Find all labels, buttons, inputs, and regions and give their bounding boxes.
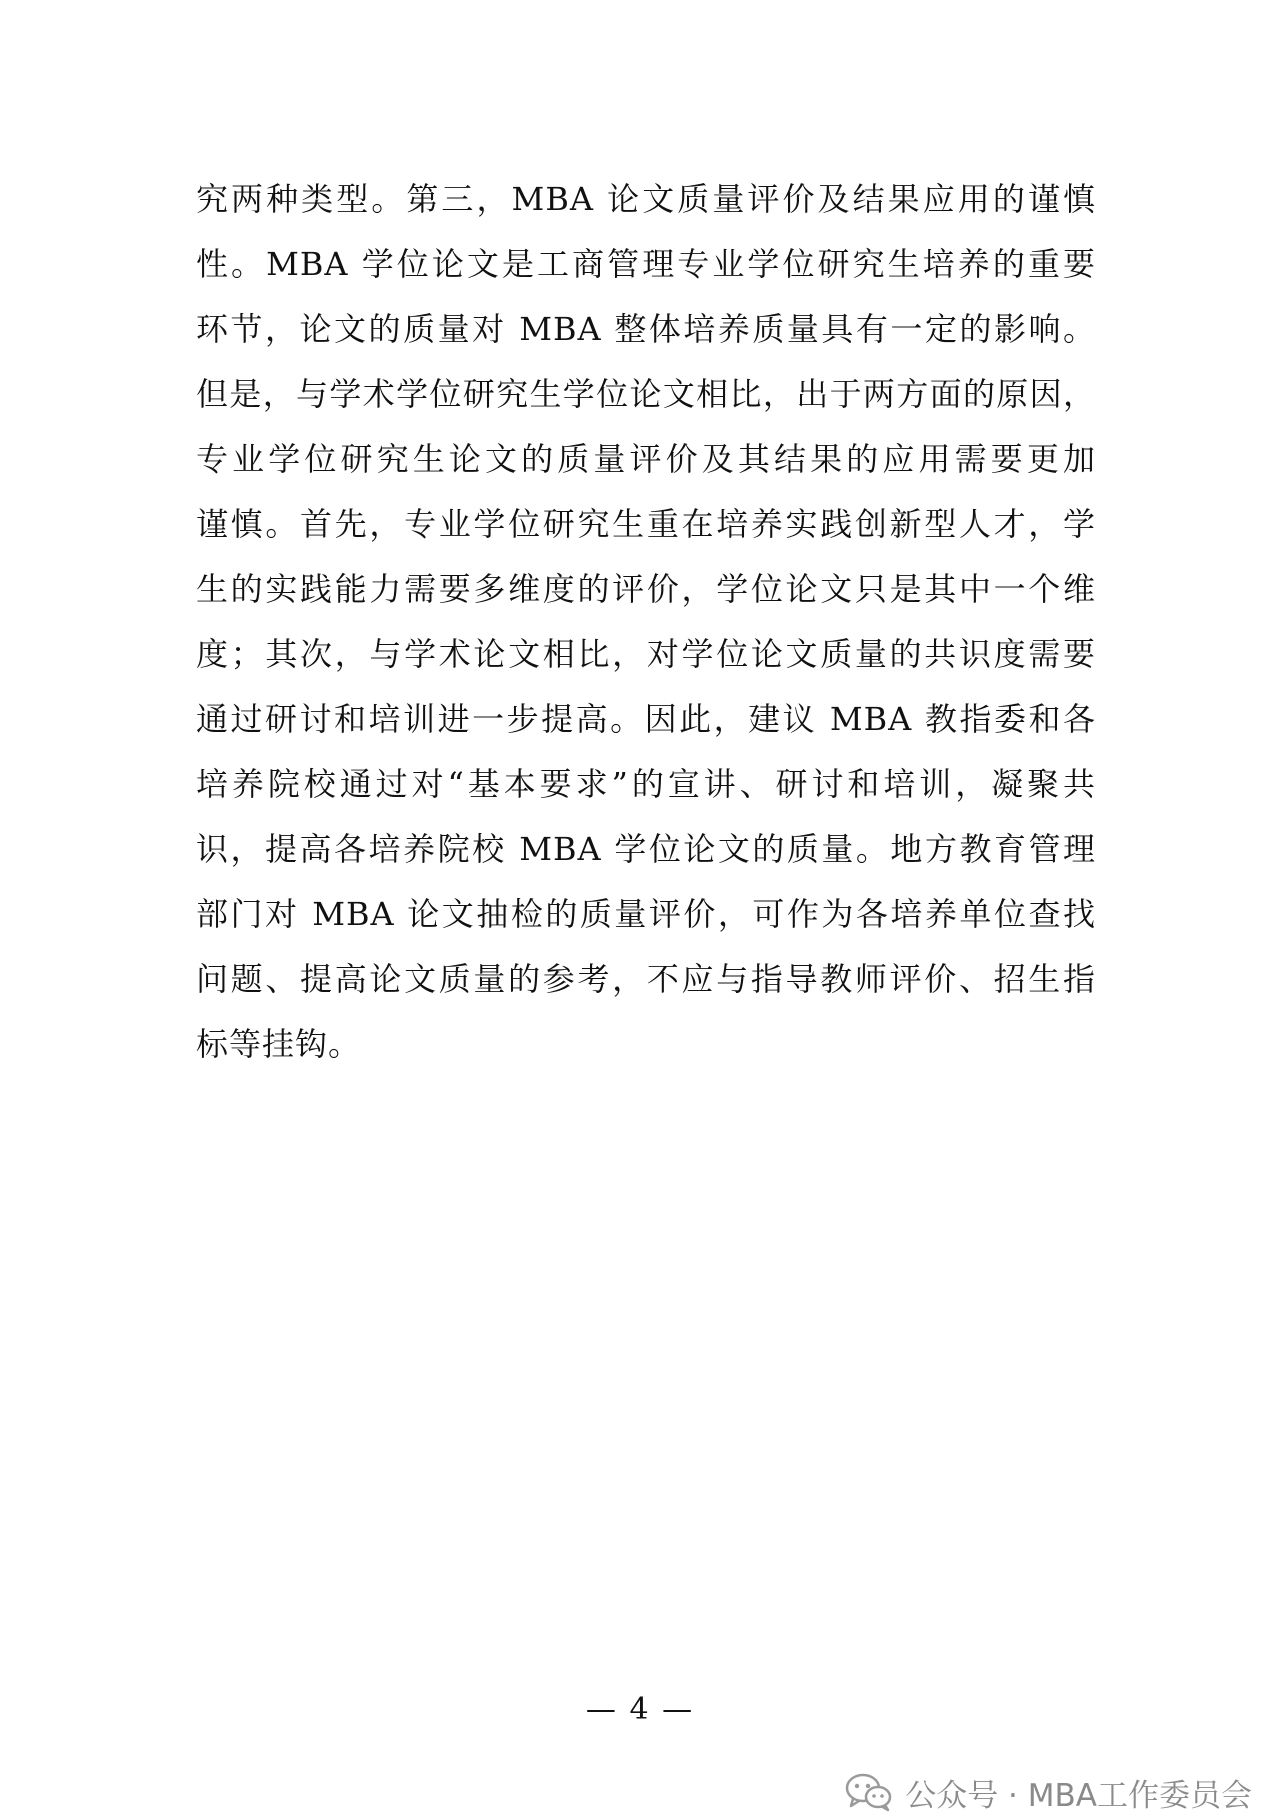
- text-line: 通过研讨和培训进一步提高。因此，建议 MBA 教指委和各: [196, 700, 1096, 738]
- text-line: 问题、提高论文质量的参考，不应与指导教师评价、招生指: [196, 960, 1096, 998]
- wechat-icon: [845, 1772, 893, 1812]
- text-line: 识，提高各培养院校 MBA 学位论文的质量。地方教育管理: [196, 830, 1096, 868]
- text-line: 度；其次，与学术论文相比，对学位论文质量的共识度需要: [196, 635, 1096, 673]
- wechat-watermark: [845, 1770, 1252, 1814]
- page-number: — 4 —: [585, 1692, 695, 1727]
- text-line: 生的实践能力需要多维度的评价，学位论文只是其中一个维: [196, 570, 1096, 608]
- text-line: 专业学位研究生论文的质量评价及其结果的应用需要更加: [196, 440, 1096, 478]
- watermark-text: 公众号 · MBA工作委员会: [905, 1777, 1252, 1814]
- text-line: 标等挂钩。: [196, 1025, 362, 1063]
- text-line: 但是，与学术学位研究生学位论文相比，出于两方面的原因，: [196, 375, 1096, 413]
- text-line: 部门对 MBA 论文抽检的质量评价，可作为各培养单位查找: [196, 895, 1096, 933]
- text-line: 性。MBA 学位论文是工商管理专业学位研究生培养的重要: [196, 245, 1096, 283]
- text-line: 培养院校通过对“基本要求”的宣讲、研讨和培训，凝聚共: [196, 765, 1096, 803]
- text-line: 环节，论文的质量对 MBA 整体培养质量具有一定的影响。: [196, 310, 1096, 348]
- text-line: 谨慎。首先，专业学位研究生重在培养实践创新型人才，学: [196, 505, 1096, 543]
- text-line: 究两种类型。第三，MBA 论文质量评价及结果应用的谨慎: [196, 180, 1096, 218]
- body-paragraph: [196, 167, 1096, 1077]
